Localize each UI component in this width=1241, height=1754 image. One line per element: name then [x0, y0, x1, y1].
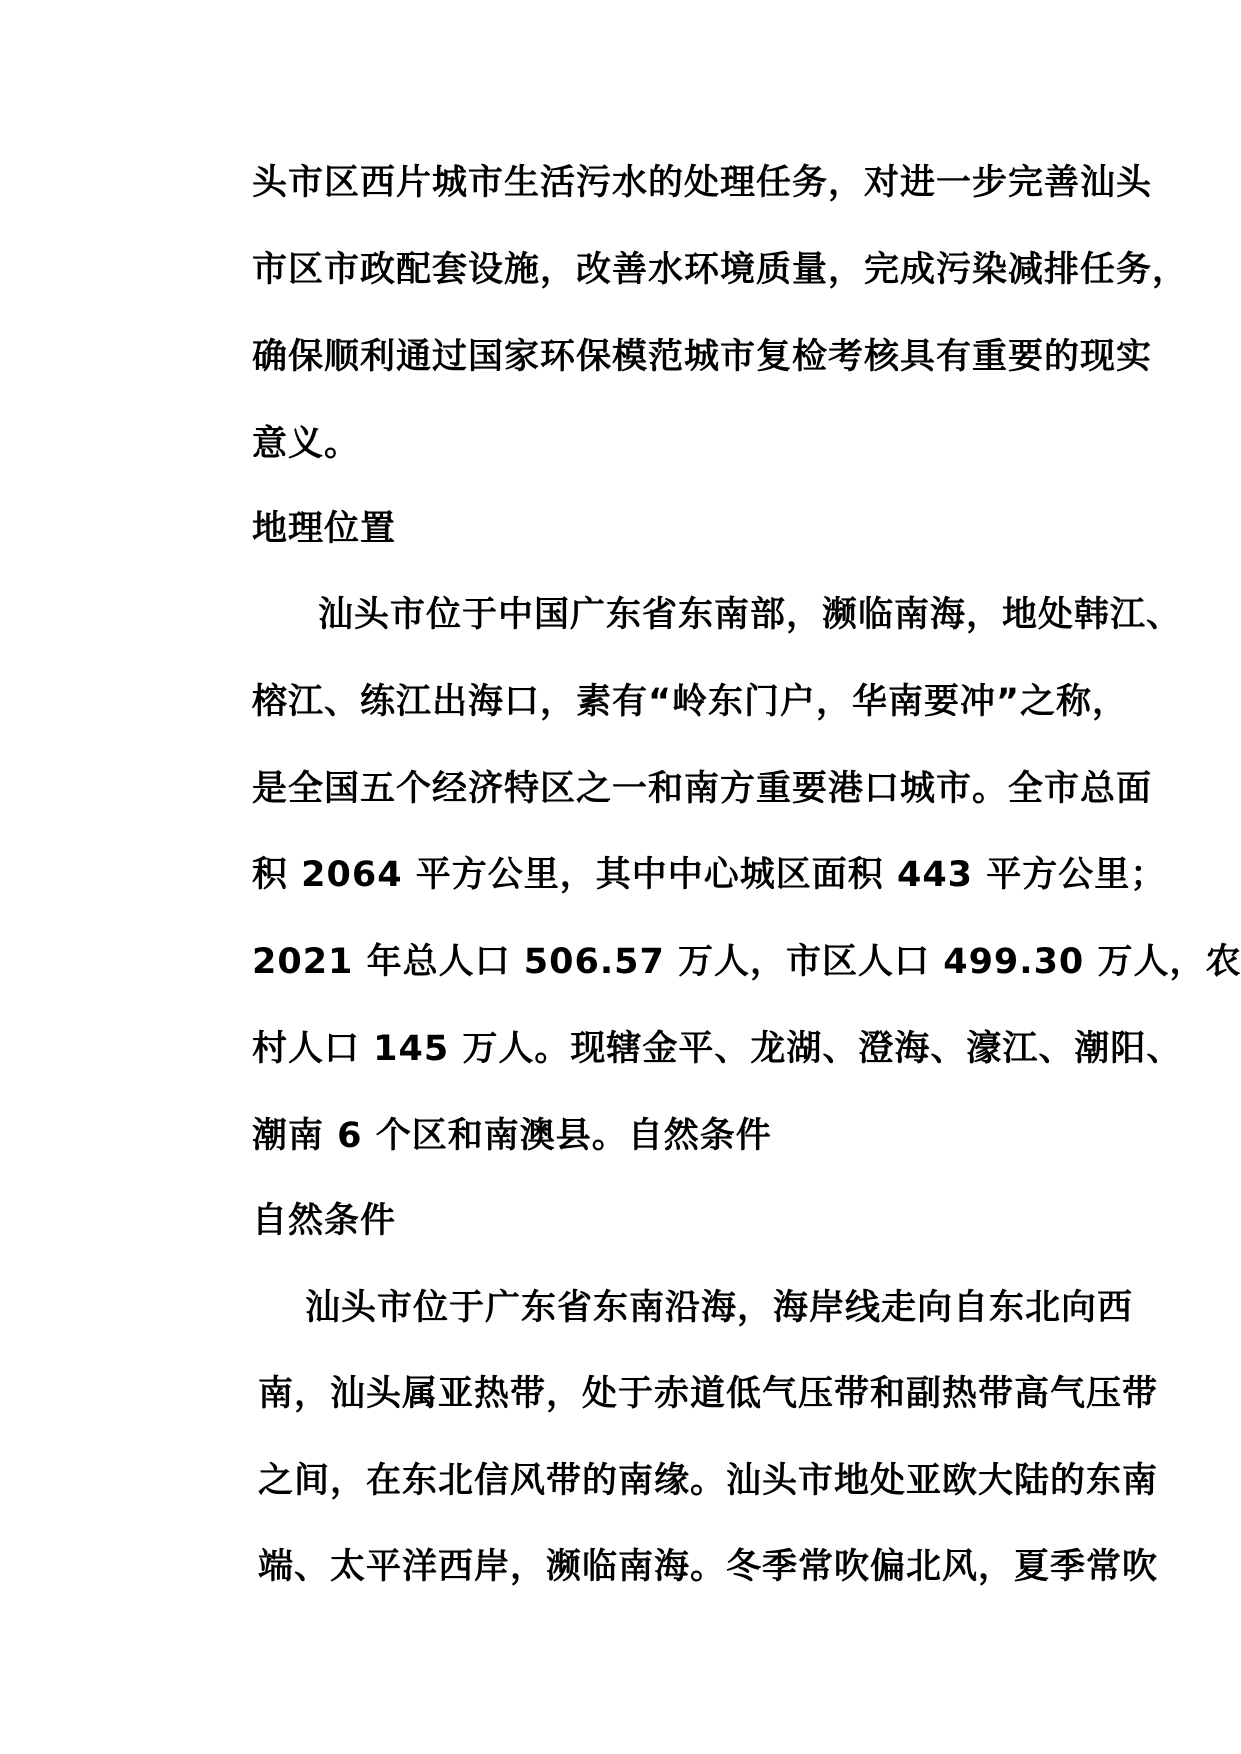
paragraph-line: 积 2064 平方公里，其中中心城区面积 443 平方公里； — [252, 855, 1167, 895]
paragraph-line: 汕头市位于中国广东省东南部，濒临南海，地处韩江、 — [318, 595, 1183, 635]
paragraph-line: 之间，在东北信风带的南缘。汕头市地处亚欧大陆的东南 — [258, 1461, 1159, 1501]
paragraph-line: 2021 年总人口 506.57 万人，市区人口 499.30 万人，农 — [252, 942, 1241, 982]
paragraph-line: 头市区西片城市生活污水的处理任务，对进一步完善汕头 — [252, 163, 1153, 203]
section-heading: 自然条件 — [252, 1201, 397, 1241]
paragraph-line: 是全国五个经济特区之一和南方重要港口城市。全市总面 — [252, 769, 1153, 809]
paragraph-line: 汕头市位于广东省东南沿海，海岸线走向自东北向西 — [305, 1288, 1134, 1328]
paragraph-line: 端、太平洋西岸，濒临南海。冬季常吹偏北风，夏季常吹 — [258, 1547, 1159, 1587]
paragraph-line: 意义。 — [252, 424, 361, 464]
paragraph-line: 确保顺利通过国家环保模范城市复检考核具有重要的现实 — [252, 337, 1153, 377]
section-heading: 地理位置 — [252, 509, 397, 549]
paragraph-line: 潮南 6 个区和南澳县。自然条件 — [252, 1116, 772, 1156]
paragraph-line: 村人口 145 万人。现辖金平、龙湖、澄海、濠江、潮阳、 — [252, 1029, 1183, 1069]
paragraph-line: 榕江、练江出海口，素有“岭东门户，华南要冲”之称， — [252, 682, 1129, 722]
paragraph-line: 市区市政配套设施，改善水环境质量，完成污染减排任务， — [252, 250, 1189, 290]
paragraph-line: 南，汕头属亚热带，处于赤道低气压带和副热带高气压带 — [258, 1374, 1159, 1414]
